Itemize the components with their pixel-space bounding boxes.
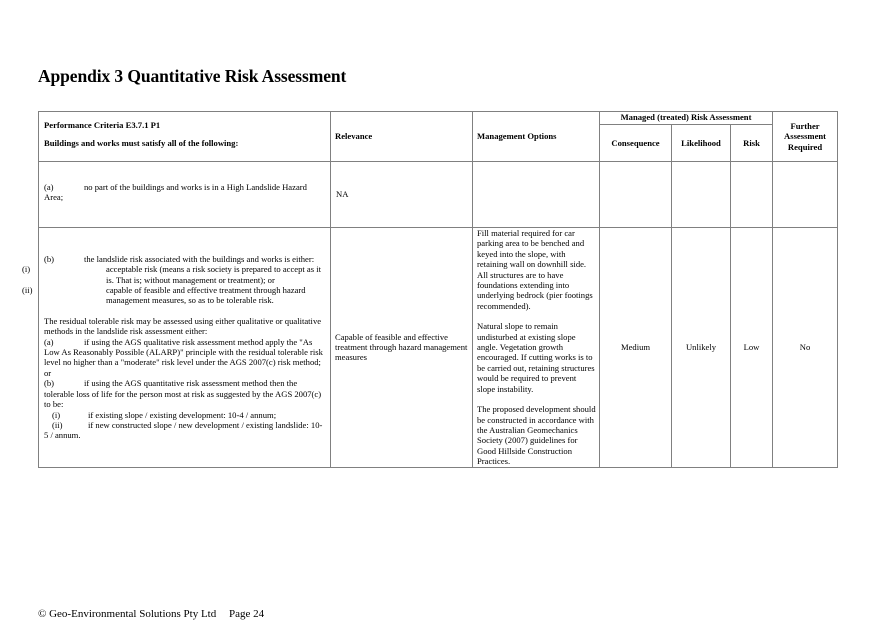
footer-copyright: © Geo-Environmental Solutions Pty Ltd [38,608,217,620]
header-management-options: Management Options [473,112,600,162]
residual-a [44,337,326,379]
header-risk: Risk [731,125,773,162]
management-b-cell [473,228,600,468]
consequence-a-cell [600,162,672,228]
criteria-b-i-label: (i) [22,264,31,275]
residual-b-text: if using the AGS quantitative risk assessment method then the tolerable loss of life for the person most at risk as suggested by the AGS 2007(c) to be: [44,378,322,410]
header-relevance: Relevance [331,112,473,162]
criteria-b-ii [22,285,326,306]
management-paragraph-2: Natural slope to remain undisturbed at existing slope angle. Vegetation growth encouraged. If cutting works is to be carried out, retaining structures would be required to prevent slope instability. [477,321,595,394]
criteria-b-text: the landslide risk associated with the buildings and works is either: [84,253,315,264]
criteria-a-cell [39,162,331,228]
residual-b-i-text: if existing slope / existing development: 10-4 / annum; [88,409,277,420]
header-criteria-subtitle: Buildings and works must satisfy all of the following: [44,138,239,149]
further-assessment-value: No [773,228,838,468]
header-further-assessment: Further Assessment Required [773,112,838,162]
management-paragraph-1: Fill material required for car parking area to be benched and keyed into the slope, with retaining wall on downhill side. All structures are to have foundations extending into underlying bedrock (pier footings recommended). [477,228,593,311]
residual-b-ii-text: if new constructed slope / new development / existing landslide: 10-5 / annum. [44,419,323,441]
criteria-a-label: (a) [44,182,54,192]
residual-risk-text: The residual tolerable risk may be assessed using either qualitative or qualitative methods in the landslide risk assessment either: [44,315,322,337]
header-managed-risk-group: Managed (treated) Risk Assessment [600,112,773,125]
criteria-b-label: (b) [44,253,55,264]
further-a-cell [773,162,838,228]
residual-b-i [44,410,326,420]
criteria-a-text: no part of the buildings and works is in a High Landslide Hazard Area; [44,182,307,203]
criteria-b-i [22,264,326,285]
criteria-b-ii-label: (ii) [22,285,33,296]
header-criteria-title: Performance Criteria E3.7.1 P1 [44,120,161,130]
header-likelihood: Likelihood [672,125,731,162]
risk-a-cell [731,162,773,228]
residual-b-ii-label: (ii) [52,419,63,430]
management-a-cell [473,162,600,228]
criteria-b-cell [22,228,331,468]
consequence-value: Medium [600,228,672,468]
risk-value: Low [731,228,773,468]
risk-assessment-table [22,111,838,468]
residual-b-ii [44,420,326,441]
likelihood-value: Unlikely [672,228,731,468]
residual-b-i-label: (i) [52,409,61,420]
header-performance-criteria [39,112,331,162]
likelihood-a-cell [672,162,731,228]
table-row [39,162,838,228]
header-consequence: Consequence [600,125,672,162]
residual-a-label: (a) [44,336,54,347]
criteria-b-intro [44,254,326,264]
management-paragraph-3: The proposed development should be constructed in accordance with the Australian Geomechanics Society (2007) guidelines for Good Hillside Construction Practices. [477,404,596,467]
relevance-b-cell: Capable of feasible and effective treatment through hazard management measures [331,228,473,468]
residual-a-text: if using the AGS qualitative risk assessment method apply the "As Low As Reasonably Possible (ALARP)" principle with the residual tolerable risk level no higher than a "moderate" risk level under the AGS 2007(c) risk method; or [44,336,323,378]
table-header-row [39,112,838,125]
residual-b-label: (b) [44,378,55,389]
table-row [39,228,838,468]
page-title: Appendix 3 Quantitative Risk Assessment [38,66,347,86]
relevance-a-cell: NA [331,162,473,228]
criteria-b-ii-text: capable of feasible and effective treatment through hazard management measures, so as to be tolerable risk. [106,285,306,306]
criteria-b-i-text: acceptable risk (means a risk society is prepared to accept as it is. That is; without management or treatment); or [106,264,321,285]
residual-b [44,378,326,409]
footer-page-number: Page 24 [228,608,265,620]
page-footer [38,608,264,620]
